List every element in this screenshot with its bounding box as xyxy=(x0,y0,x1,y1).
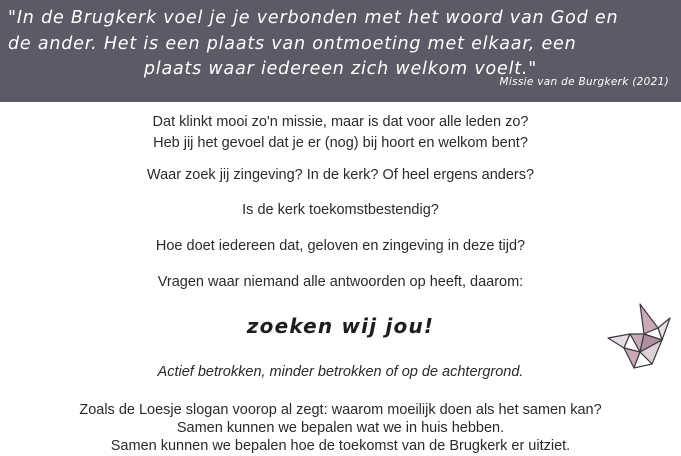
body-line-8: Zoals de Loesje slogan voorop al zegt: waarom moeilijk doen als het samen kan? xyxy=(79,402,602,418)
body-line-7: Actief betrokken, minder betrokken of op de achtergrond. xyxy=(157,364,524,380)
body-line-9: Samen kunnen we bepalen wat we in huis hebben. xyxy=(176,420,505,436)
body-line-2: Heb jij het gevoel dat je er (nog) bij hoort en welkom bent? xyxy=(153,135,528,151)
quote-line-2: de ander. Het is een plaats van ontmoeting met elkaar, een xyxy=(8,34,577,54)
quote-line-3: plaats waar iedereen zich welkom voelt." xyxy=(143,59,538,79)
quote-line-1: "In de Brugkerk voel je je verbonden met het woord van God en xyxy=(8,8,619,28)
origami-dove-icon xyxy=(600,298,678,376)
headline: zoeken wij jou! xyxy=(246,314,435,338)
body-line-6: Vragen waar niemand alle antwoorden op heeft, daarom: xyxy=(157,274,524,290)
body-line-3: Waar zoek jij zingeving? In de kerk? Of heel ergens anders? xyxy=(146,167,535,183)
body-line-1: Dat klinkt mooi zo'n missie, maar is dat voor alle leden zo? xyxy=(152,114,529,130)
body-line-10: Samen kunnen we bepalen hoe de toekomst van de Brugkerk er uitziet. xyxy=(110,438,571,454)
quote-banner xyxy=(0,0,681,102)
body-line-4: Is de kerk toekomstbestendig? xyxy=(242,202,439,218)
quote-attribution: Missie van de Burgkerk (2021) xyxy=(499,76,669,88)
body-line-5: Hoe doet iedereen dat, geloven en zingeving in deze tijd? xyxy=(155,238,526,254)
